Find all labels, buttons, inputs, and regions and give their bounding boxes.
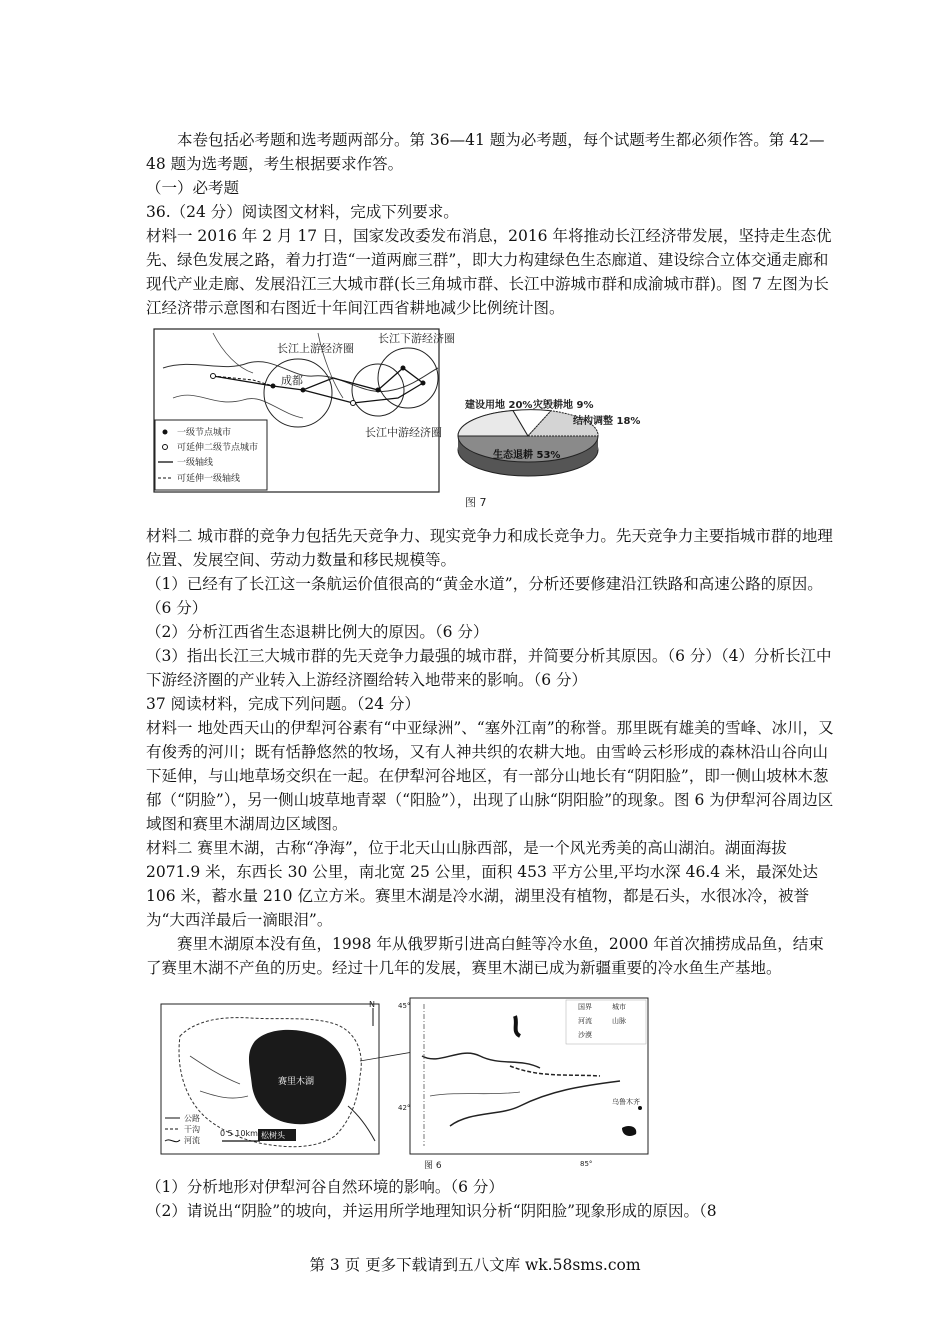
secondary-node-city bbox=[351, 401, 356, 406]
urumqi-label: 乌鲁木齐 bbox=[612, 1098, 640, 1106]
label-middle-zone: 长江中游经济圈 bbox=[365, 426, 442, 439]
legend-item: 河流 bbox=[184, 1136, 200, 1145]
legend-secondary-node-icon bbox=[163, 445, 168, 450]
q36-material2: 材料二 城市群的竞争力包括先天竞争力、现实竞争力和成长竞争力。先天竞争力主要指城市群的地理位置、发展空间、劳动力数量和移民规模等。 bbox=[146, 527, 833, 569]
q36-sub1: （1）已经有了长江这一条航运价值很高的“黄金水道”，分析还要修建沿江铁路和高速公路的原因。（6 分） bbox=[146, 575, 823, 617]
legend-item: 可延伸一级轴线 bbox=[177, 474, 241, 484]
q36-material1: 材料一 2016 年 2 月 17 日，国家发改委发布消息，2016 年将推动长江经济带发展，坚持走生态优先、绿色发展之路，着力打造“一道两廊三群”，即大力构建绿色生态廊道、建设综合立体交通走廊和现代产业走廊、发展沿江三大城市群(长三角城市群、长江中游城市群和成渝城市群)。图 7 左图为长江经济带示意图和右图近十年间江西省耕地减少比例统计图。 bbox=[146, 227, 832, 317]
figure-6-caption: 图 6 bbox=[424, 1161, 442, 1171]
figure-6 bbox=[160, 996, 660, 1174]
legend-item: 山脉 bbox=[612, 1017, 626, 1025]
q37-material1: 材料一 地处西天山的伊犁河谷素有“中亚绿洲”、“塞外江南”的称誉。那里既有雄美的雪峰、冰川，又有俊秀的河川；既有恬静悠然的牧场，又有人神共织的农耕大地。由雪岭云杉形成的森林沿山谷向山下延伸，与山地草场交织在一起。在伊犁河谷地区，有一部分山地长有“阴阳脸”，即一侧山坡林木葱郁（“阴脸”），另一侧山坡草地青翠（“阳脸”），出现了山脉“阴阳脸”的现象。图 6 为伊犁河谷周边区域图和赛里木湖周边区域图。 bbox=[146, 719, 834, 833]
primary-node-city bbox=[421, 381, 426, 386]
figure-7-svg bbox=[153, 328, 643, 518]
primary-node-city bbox=[401, 366, 406, 371]
bottom-text bbox=[146, 1175, 836, 1223]
middle-text bbox=[146, 524, 836, 980]
figure-6-svg bbox=[160, 996, 660, 1174]
q37-material2b: 赛里木湖原本没有鱼，1998 年从俄罗斯引进高白鲑等冷水鱼，2000 年首次捕捞成品鱼，结束了赛里木湖不产鱼的历史。经过十几年的发展，赛里木湖已成为新疆重要的冷水鱼生产基地。 bbox=[146, 935, 824, 977]
page-footer: 第 3 页 更多下载请到五八文库 wk.58sms.com bbox=[309, 1256, 641, 1274]
north-label: N bbox=[369, 1000, 375, 1009]
legend-item: 河流 bbox=[578, 1017, 592, 1025]
legend-item: 干沟 bbox=[184, 1125, 200, 1134]
sayram-lake-label: 赛里木湖 bbox=[278, 1077, 315, 1087]
figure-7-caption: 图 7 bbox=[465, 496, 487, 509]
lat-45-label: 45° bbox=[398, 1002, 411, 1010]
q37-sub2: （2）请说出“阴脸”的坡向，并运用所学地理知识分析“阴阳脸”现象形成的原因。（8 bbox=[146, 1202, 717, 1220]
songshutou-label: 松树头 bbox=[261, 1131, 285, 1140]
legend-item: 可延伸二级节点城市 bbox=[177, 443, 259, 453]
city-dot bbox=[638, 1106, 642, 1110]
secondary-node-city bbox=[211, 374, 216, 379]
q36-sub3-4: （3）指出长江三大城市群的先天竞争力最强的城市群，并简要分析其原因。（6 分）（4）分析长江中下游经济圈的产业转入上游经济圈给转入地带来的影响。（6 分） bbox=[146, 647, 832, 689]
intro-paragraph: 本卷包括必考题和选考题两部分。第 36—41 题为必考题，每个试题考生都必须作答。第 42—48 题为选考题，考生根据要求作答。 bbox=[146, 131, 825, 173]
lat-42-label: 42° bbox=[398, 1104, 411, 1112]
pie-label-structure: 结构调整 18% bbox=[573, 416, 641, 427]
legend-item: 国界 bbox=[578, 1003, 592, 1011]
figure-7 bbox=[153, 328, 643, 518]
scale-bar-label: 0 5 10km bbox=[220, 1129, 258, 1138]
q36-sub2: （2）分析江西省生态退耕比例大的原因。（6 分） bbox=[146, 623, 489, 641]
section-heading: （一）必考题 bbox=[146, 179, 240, 197]
pie-label-disaster: 灾毁耕地 9% bbox=[533, 400, 594, 411]
q37-sub1: （1）分析地形对伊犁河谷自然环境的影响。（6 分） bbox=[146, 1178, 504, 1196]
top-text bbox=[146, 128, 836, 320]
pie-label-construction: 建设用地 20% bbox=[465, 400, 533, 411]
primary-node-city bbox=[271, 384, 276, 389]
legend-item: 城市 bbox=[612, 1003, 626, 1011]
lon-85-label: 85° bbox=[580, 1160, 593, 1168]
legend-primary-node-icon bbox=[163, 430, 168, 435]
legend-item: 一级节点城市 bbox=[177, 428, 232, 438]
legend-item: 沙漠 bbox=[578, 1031, 592, 1039]
q36-heading: 36.（24 分）阅读图文材料，完成下列要求。 bbox=[146, 203, 459, 221]
legend-item: 一级轴线 bbox=[177, 458, 214, 468]
q37-material2: 材料二 赛里木湖，古称“净海”，位于北天山山脉西部，是一个风光秀美的高山湖泊。湖面海拔 2071.9 米，东西长 30 公里，南北宽 25 公里，面积 453 平方公里,平均水深 46.4 米，最深处达 106 米，蓄水量 210 亿立方米。赛里木湖是冷水湖，湖里没有植物，都是石头，水很冰冷，被誉为“大西洋最后一滴眼泪”。 bbox=[146, 839, 819, 929]
primary-node-city bbox=[301, 388, 306, 393]
primary-node-city bbox=[376, 388, 381, 393]
legend-item: 公路 bbox=[184, 1114, 200, 1123]
label-chengdu: 成都 bbox=[281, 374, 303, 387]
label-upper-zone: 长江上游经济圈 bbox=[277, 342, 354, 355]
q37-heading: 37 阅读材料，完成下列问题。（24 分） bbox=[146, 695, 421, 713]
label-lower-zone: 长江下游经济圈 bbox=[378, 332, 455, 345]
pie-label-ecological: 生态退耕 53% bbox=[493, 450, 561, 461]
